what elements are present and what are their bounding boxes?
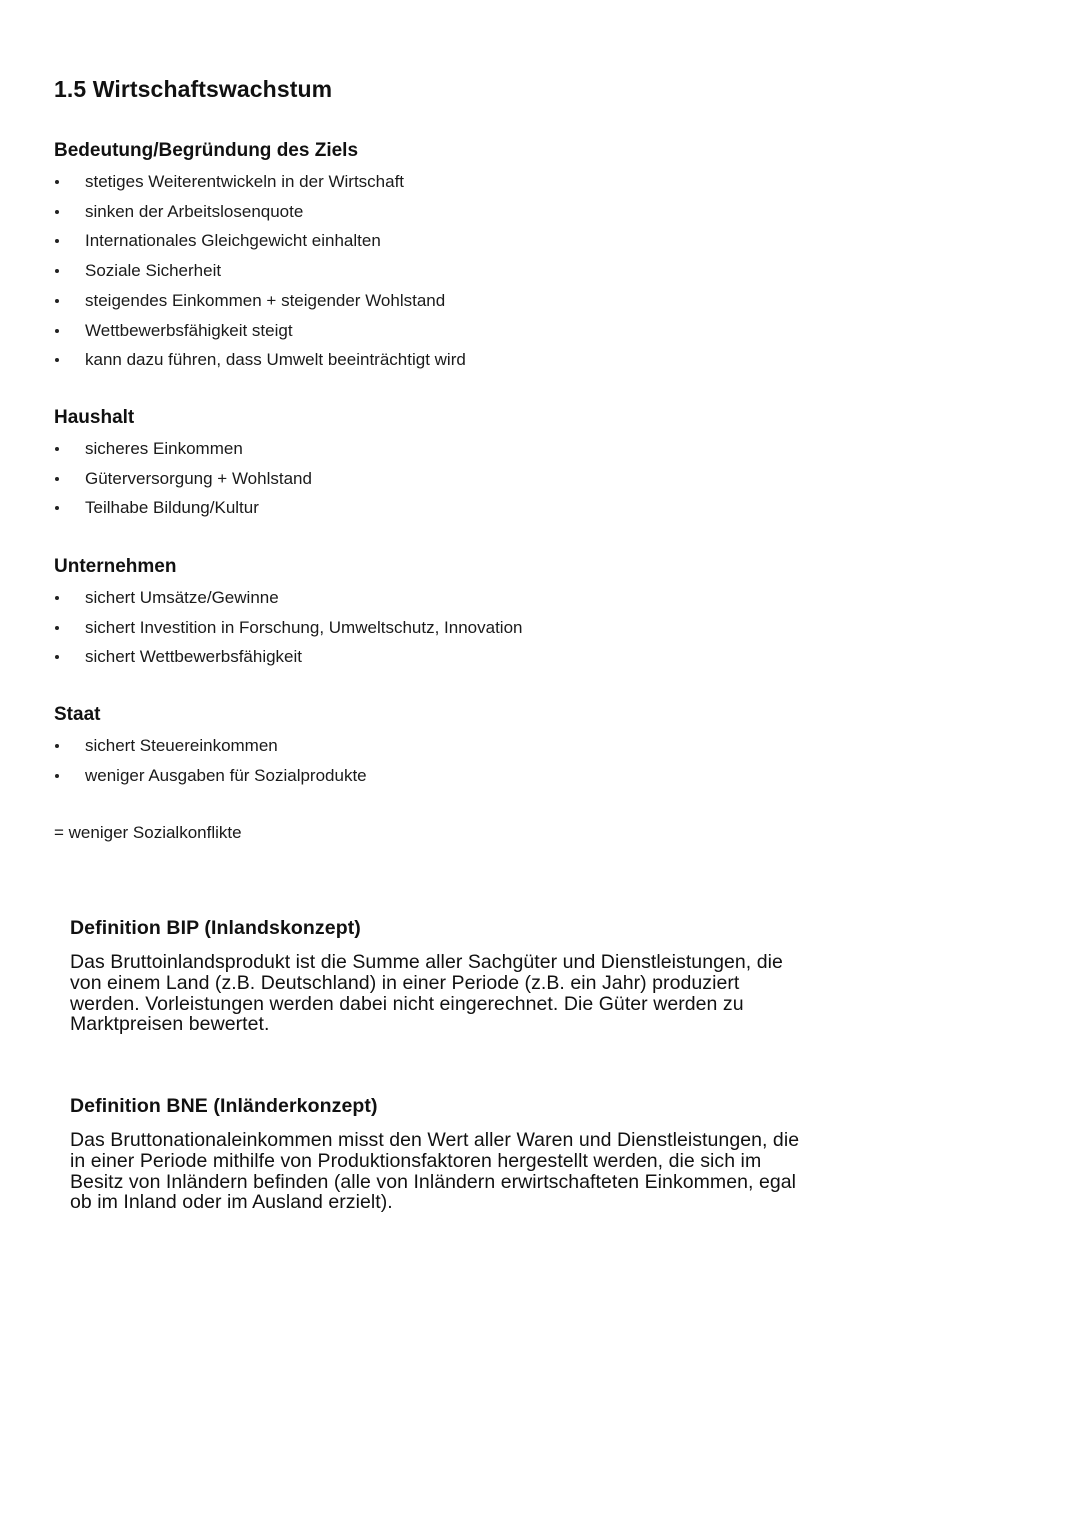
- bullet-icon: [55, 626, 59, 630]
- list-item: sichert Steuereinkommen: [54, 731, 367, 761]
- bullet-icon: [55, 506, 59, 510]
- list-item: Teilhabe Bildung/Kultur: [54, 493, 312, 523]
- list-item: sichert Wettbewerbsfähigkeit: [54, 642, 522, 672]
- bullet-icon: [55, 744, 59, 748]
- page-title: 1.5 Wirtschaftswachstum: [54, 76, 333, 102]
- bullet-icon: [55, 447, 59, 451]
- section-heading: Bedeutung/Begründung des Ziels: [54, 140, 359, 161]
- list-item: Güterversorgung + Wohlstand: [54, 464, 312, 494]
- list-item: sicheres Einkommen: [54, 434, 312, 464]
- list-item: steigendes Einkommen + steigender Wohlstand: [54, 286, 466, 316]
- bullet-list: [54, 167, 466, 375]
- definition-heading: Definition BNE (Inländerkonzept): [70, 1095, 378, 1117]
- bullet-icon: [55, 299, 59, 303]
- section-staat: [54, 703, 367, 790]
- bullet-list: [54, 731, 367, 790]
- list-item: sinken der Arbeitslosenquote: [54, 197, 466, 227]
- bullet-list: [54, 583, 522, 672]
- definition-bne: [70, 1094, 830, 1213]
- section-haushalt: [54, 406, 312, 523]
- bullet-icon: [55, 477, 59, 481]
- bullet-icon: [55, 774, 59, 778]
- bullet-icon: [55, 329, 59, 333]
- bullet-icon: [55, 596, 59, 600]
- definition-heading: Definition BIP (Inlandskonzept): [70, 917, 361, 939]
- definition-bip: [70, 916, 830, 1035]
- definition-text: Das Bruttonationaleinkommen misst den Wert aller Waren und Dienstleistungen, die in einer Periode mithilfe von Produktionsfaktoren hergestellt werden, die sich im Besitz von Inländern befinden (alle von Inländern erwirtschafteten Einkommen, egal ob im Inland oder im Ausland erzielt).: [70, 1129, 800, 1214]
- list-item: sichert Umsätze/Gewinne: [54, 583, 522, 613]
- list-item: kann dazu führen, dass Umwelt beeinträchtigt wird: [54, 345, 466, 375]
- bullet-icon: [55, 180, 59, 184]
- bullet-icon: [55, 210, 59, 214]
- bullet-icon: [55, 358, 59, 362]
- section-unternehmen: [54, 555, 522, 672]
- bullet-list: [54, 434, 312, 523]
- list-item: Soziale Sicherheit: [54, 256, 466, 286]
- list-item: Wettbewerbsfähigkeit steigt: [54, 316, 466, 346]
- list-item: weniger Ausgaben für Sozialprodukte: [54, 761, 367, 791]
- conclusion-text: = weniger Sozialkonflikte: [54, 823, 242, 842]
- section-heading: Unternehmen: [54, 556, 177, 577]
- bullet-icon: [55, 269, 59, 273]
- list-item: stetiges Weiterentwickeln in der Wirtschaft: [54, 167, 466, 197]
- definition-text: Das Bruttoinlandsprodukt ist die Summe aller Sachgüter und Dienstleistungen, die von einem Land (z.B. Deutschland) in einer Periode (z.B. ein Jahr) produziert werden. Vorleistungen werden dabei nicht eingerechnet. Die Güter werden zu Marktpreisen bewertet.: [70, 951, 783, 1036]
- list-item: sichert Investition in Forschung, Umweltschutz, Innovation: [54, 613, 522, 643]
- section-heading: Haushalt: [54, 407, 135, 428]
- bullet-icon: [55, 655, 59, 659]
- section-heading: Staat: [54, 704, 101, 725]
- bullet-icon: [55, 239, 59, 243]
- list-item: Internationales Gleichgewicht einhalten: [54, 226, 466, 256]
- section-bedeutung: [54, 139, 466, 375]
